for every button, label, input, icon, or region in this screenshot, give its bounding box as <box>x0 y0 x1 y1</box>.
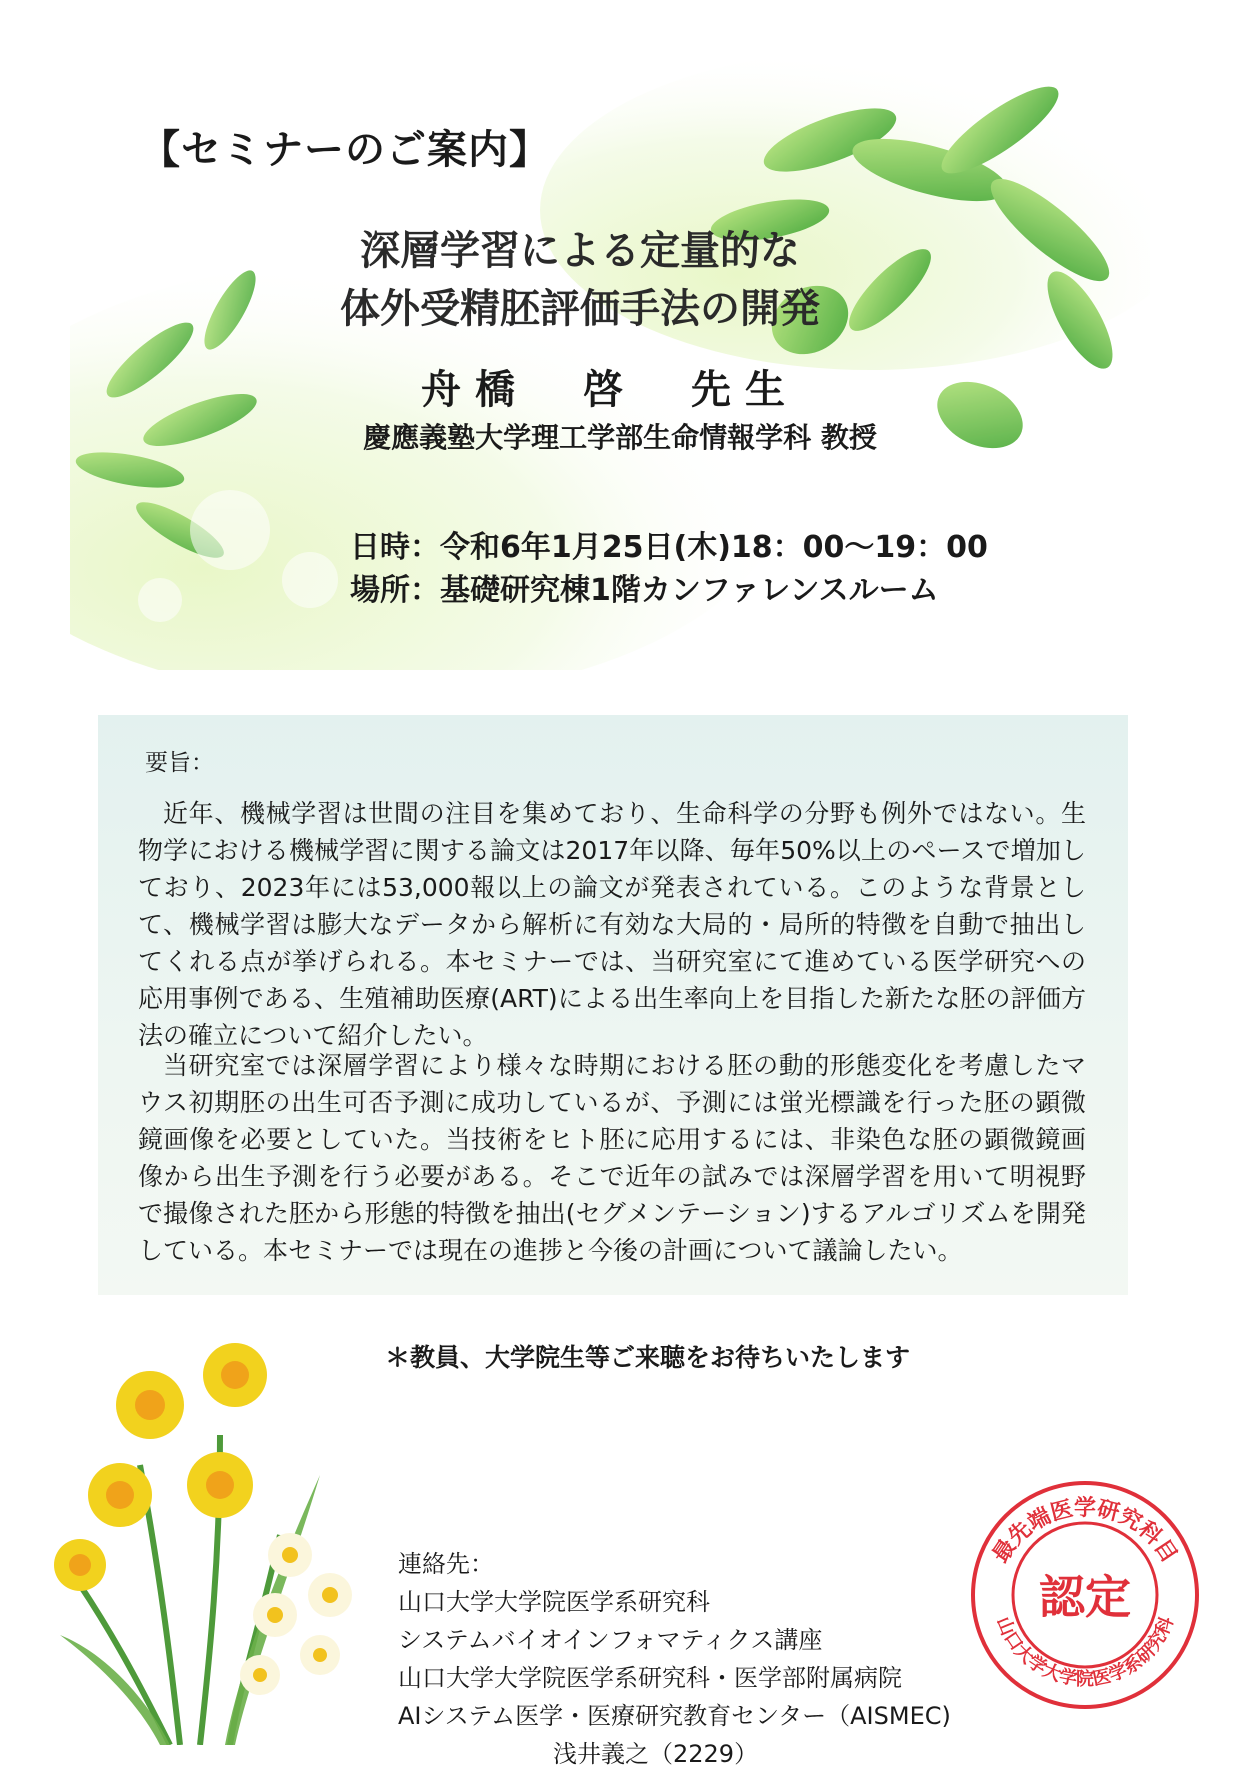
contact-person: 浅井義之（2229） <box>553 1740 759 1768</box>
seminar-date: 日時：令和6年1月25日(木)18：00～19：00 <box>350 530 988 565</box>
abstract-paragraph-2: 当研究室では深層学習により様々な時期における胚の動的形態変化を考慮したマウス初期胚の出生可否予測に成功しているが、予測には蛍光標識を行った胚の顕微鏡画像を必要としていた。当技術をヒト胚に応用するには、非染色な胚の顕微鏡画像から出生予測を行う必要がある。そこで近年の試みでは深層学習を用いて明視野で撮像された胚から形態的特徴を抽出(セグメンテーション)するアルゴリズムを開発している。本セミナーでは現在の進捗と今後の計画について議論したい。 <box>138 1051 1086 1265</box>
contact-line-1: 山口大学大学院医学系研究科 <box>398 1588 710 1616</box>
abstract-label: 要旨： <box>145 750 214 776</box>
abstract-paragraph-1: 近年、機械学習は世間の注目を集めており、生命科学の分野も例外ではない。生物学における機械学習に関する論文は2017年以降、毎年50%以上のペースで増加しており、2023年には53,000報以上の論文が発表されている。このような背景として、機械学習は膨大なデータから解析に有効な大局的・局所的特徴を自動で抽出してくれる点が挙げられる。本セミナーでは、当研究室にて進めている医学研究への応用事例である、生殖補助医療(ART)による出生率向上を目指した新たな胚の評価方法の確立について紹介したい。 <box>138 799 1086 1050</box>
stamp-ring-top-text: 最先端医学研究科目 <box>988 1496 1182 1568</box>
yellow-daffodil-group <box>54 1343 267 1591</box>
certification-stamp <box>965 1475 1205 1715</box>
seminar-place: 場所：基礎研究棟1階カンファレンスルーム <box>350 573 939 608</box>
seminar-title <box>260 222 900 338</box>
speaker-affiliation: 慶應義塾大学理工学部生命情報学科 教授 <box>363 421 877 454</box>
stamp-ring-bottom-text: 山口大学大学院医学系研究科 <box>991 1613 1179 1690</box>
contact-block <box>398 1545 951 1773</box>
seminar-announcement-heading: 【セミナーのご案内】 <box>140 127 550 173</box>
contact-line-3: 山口大学大学院医学系研究科・医学部附属病院 <box>398 1664 902 1692</box>
seminar-title-line1: 深層学習による定量的な <box>360 228 800 274</box>
speaker-name: 舟橋 啓 先生 <box>421 367 799 413</box>
invitation-note: ＊教員、大学院生等ご来聴をお待ちいたします <box>385 1343 911 1372</box>
contact-line-2: システムバイオインフォマティクス講座 <box>398 1626 823 1654</box>
white-daffodil-group <box>240 1533 352 1695</box>
seminar-title-line2: 体外受精胚評価手法の開発 <box>340 286 820 332</box>
contact-line-4: AIシステム医学・医療研究教育センター（AISMEC) <box>398 1702 951 1730</box>
contact-label: 連絡先： <box>398 1550 494 1578</box>
daffodil-flowers-image <box>20 1325 440 1745</box>
stamp-center-text: 認定 <box>1039 1570 1131 1624</box>
